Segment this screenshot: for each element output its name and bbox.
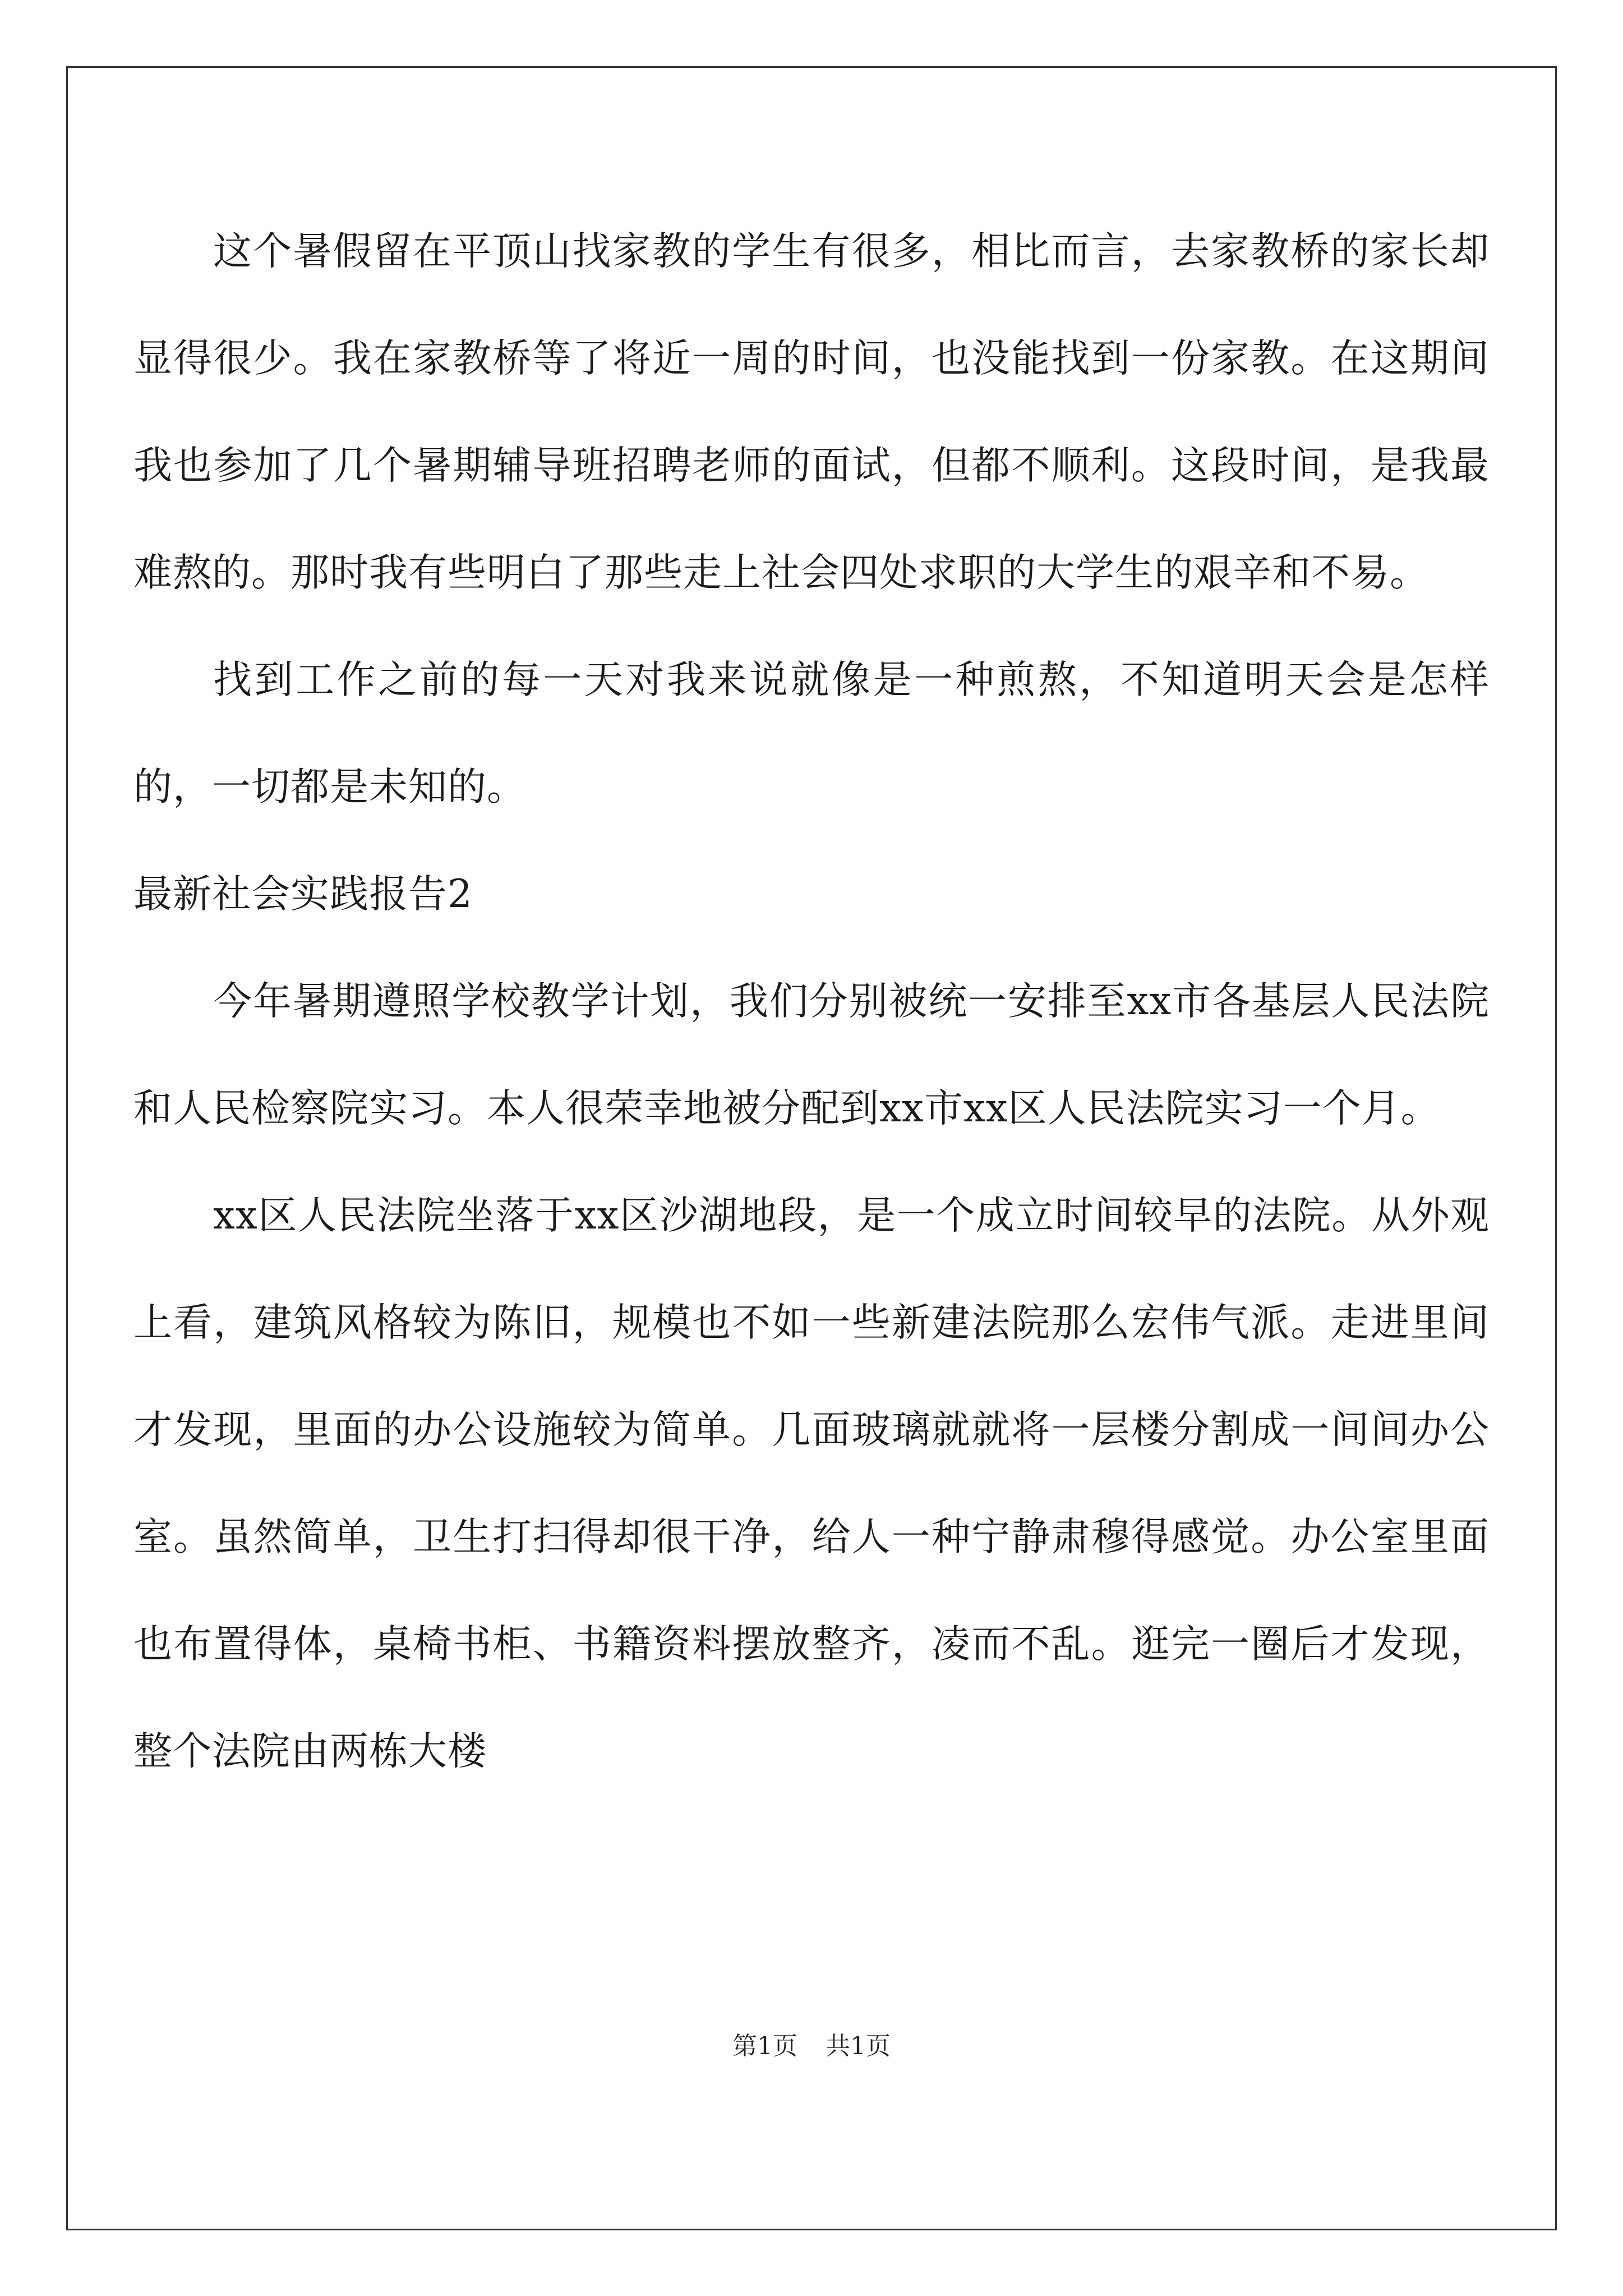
paragraph: 这个暑假留在平顶山找家教的学生有很多，相比而言，去家教桥的家长却显得很少。我在家教桥等了将近一周的时间，也没能找到一份家教。在这期间我也参加了几个暑期辅导班招聘老师的面试，但都不顺利。这段时间，是我最难熬的。那时我有些明白了那些走上社会四处求职的大学生的艰辛和不易。	[133, 229, 1490, 595]
section-heading: 最新社会实践报告2	[133, 872, 473, 917]
page-number-current: 第1页	[732, 2032, 797, 2060]
page-footer	[0, 2030, 1623, 2063]
paragraph: xx区人民法院坐落于xx区沙湖地段，是一个成立时间较早的法院。从外观上看，建筑风格较为陈旧，规模也不如一些新建法院那么宏伟气派。走进里间才发现，里面的办公设施较为简单。几面玻璃就就将一层楼分割成一间间办公室。虽然简单，卫生打扫得却很干净，给人一种宁静肃穆得感觉。办公室里面也布置得体，桌椅书柜、书籍资料摆放整齐，凌而不乱。逛完一圈后才发现，整个法院由两栋大楼	[133, 1193, 1490, 1774]
page-number-total: 共1页	[826, 2032, 891, 2060]
document-body	[133, 198, 1490, 1805]
paragraph: 找到工作之前的每一天对我来说就像是一种煎熬，不知道明天会是怎样的，一切都是未知的。	[133, 657, 1490, 809]
paragraph: 今年暑期遵照学校教学计划，我们分别被统一安排至xx市各基层人民法院和人民检察院实习。本人很荣幸地被分配到xx市xx区人民法院实习一个月。	[133, 979, 1490, 1131]
